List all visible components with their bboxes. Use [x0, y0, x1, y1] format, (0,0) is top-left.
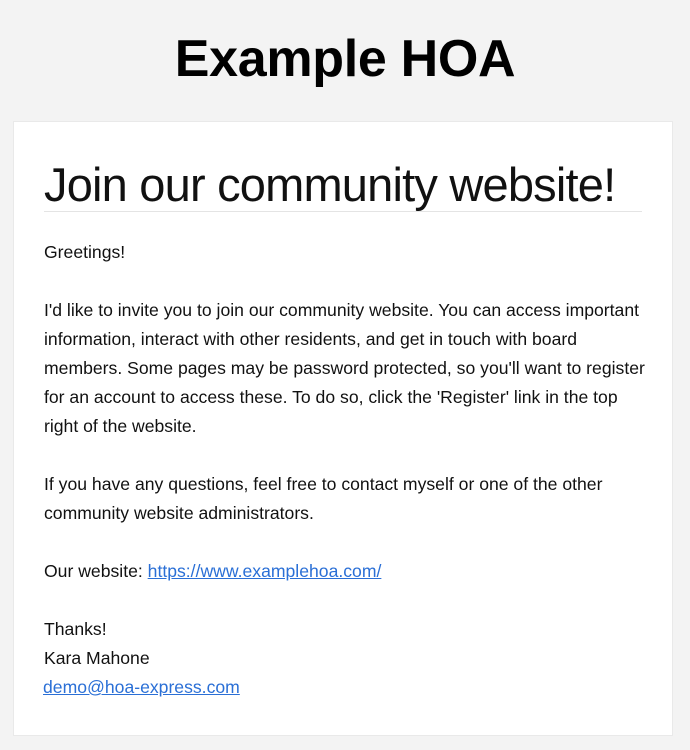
website-line: [44, 557, 649, 586]
email-headline: Join our community website!: [44, 158, 616, 211]
org-title: Example HOA: [174, 30, 516, 88]
greeting-text: Greetings!: [44, 242, 126, 262]
invite-paragraph: I'd like to invite you to join our community website. You can access important information, interact with other residents, and get in touch with board members. Some pages may be password protected, so you'll want to register for an account to access these. To do so, click the 'Register' link in the top right of the website.: [44, 300, 645, 436]
email-body: [44, 238, 649, 702]
sender-name: Kara Mahone: [44, 648, 150, 668]
thanks-text: Thanks!: [44, 619, 107, 639]
sender-email-link[interactable]: demo@hoa-express.com: [43, 677, 240, 697]
website-link[interactable]: https://www.examplehoa.com/: [147, 561, 382, 581]
signature-block: [44, 615, 649, 702]
questions-paragraph: If you have any questions, feel free to contact myself or one of the other community website administrators.: [44, 474, 603, 523]
email-card: [13, 121, 673, 736]
website-label: Our website:: [44, 561, 148, 581]
headline-divider: [44, 211, 642, 212]
